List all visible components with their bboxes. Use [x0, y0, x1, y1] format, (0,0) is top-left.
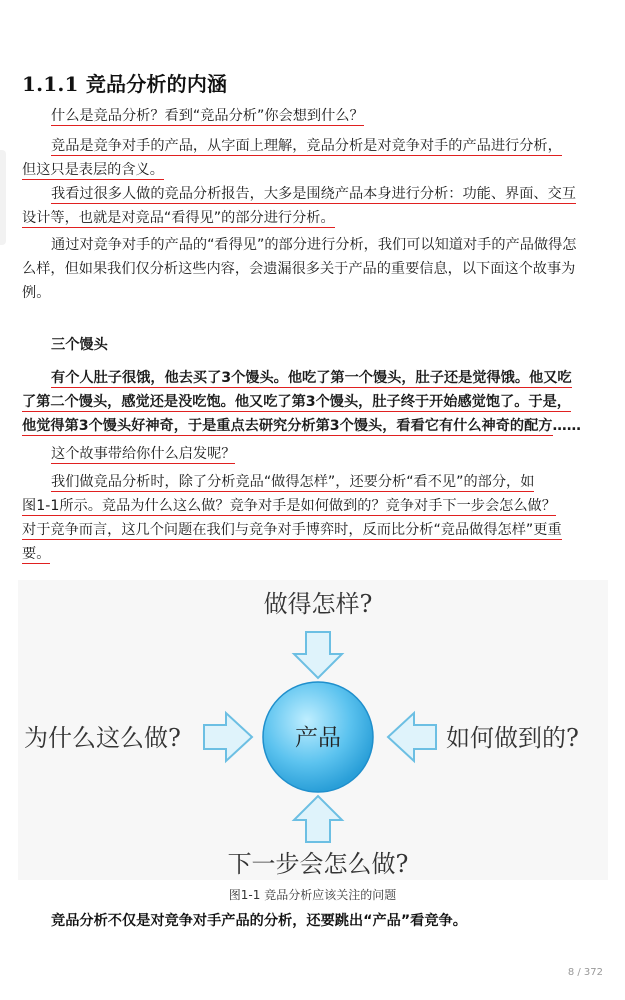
paragraph-visible-analysis	[22, 233, 606, 305]
side-panel-tab[interactable]	[0, 150, 6, 245]
story-line-2: 了第二个馒头，感觉还是没吃饱。他又吃了第3个馒头，肚子终于开始感觉饱了。于是，	[22, 394, 571, 410]
definition-line-1: 竞品是竞争对手的产品，从字面上理解，竞品分析是对竞争对手的产品进行分析，	[51, 138, 562, 154]
left-label: 为什么这么做?	[24, 724, 181, 752]
invisible-line-3: 对于竞争而言，这几个问题在我们与竞争对手博弈时，反而比分析“竞品做得怎样”更重	[22, 522, 562, 538]
story-ellipsis: ……	[552, 418, 581, 434]
invisible-line-2: 图1-1所示。竞品为什么这么做？竞争对手是如何做到的？竞争对手下一步会怎么做？	[22, 498, 556, 514]
paragraph-invisible-analysis	[22, 470, 606, 566]
visible-line-3: 例。	[22, 285, 51, 301]
question-text: 什么是竞品分析？看到“竞品分析”你会想到什么？	[51, 108, 364, 124]
bottom-label: 下一步会怎么做?	[227, 850, 409, 878]
top-label: 做得怎样?	[263, 590, 373, 618]
center-label: 产品	[295, 725, 341, 751]
invisible-line-4: 要。	[22, 546, 51, 562]
paragraph-story	[22, 366, 606, 438]
figure-caption: 图1-1 竞品分析应该关注的问题	[228, 888, 397, 902]
reports-line-2: 设计等，也就是对竞品“看得见”的部分进行分析。	[22, 210, 335, 226]
story-title-block	[22, 333, 606, 357]
paragraph-question	[22, 104, 606, 128]
figure-product-diagram	[18, 580, 608, 880]
definition-line-2: 但这只是表层的含义。	[22, 162, 164, 178]
paragraph-definition	[22, 134, 606, 182]
reports-line-1: 我看过很多人做的竞品分析报告，大多是围绕产品本身进行分析：功能、界面、交互	[51, 186, 576, 202]
paragraph-reports	[22, 182, 606, 230]
conclusion-text: 竞品分析不仅是对竞争对手产品的分析，还要跳出“产品”看竞争。	[51, 913, 467, 929]
page-number: 8 / 372	[567, 967, 603, 978]
inspiration-text: 这个故事带给你什么启发呢？	[51, 446, 236, 462]
section-heading: 1.1.1 竞品分析的内涵	[22, 72, 228, 96]
story-title: 三个馒头	[51, 337, 108, 353]
paragraph-inspiration	[22, 442, 606, 466]
right-label: 如何做到的?	[446, 724, 579, 752]
story-line-3: 他觉得第3个馒头好神奇，于是重点去研究分析第3个馒头，看看它有什么神奇的配方	[22, 418, 553, 434]
invisible-line-1: 我们做竞品分析时，除了分析竞品“做得怎样”，还要分析“看不见”的部分，如	[51, 474, 535, 490]
story-line-1: 有个人肚子很饿，他去买了3个馒头。他吃了第一个馒头，肚子还是觉得饿。他又吃	[51, 370, 572, 386]
visible-line-2: 么样，但如果我们仅分析这些内容，会遗漏很多关于产品的重要信息，以下面这个故事为	[22, 261, 576, 277]
visible-line-1: 通过对竞争对手的产品的“看得见”的部分进行分析，我们可以知道对手的产品做得怎	[51, 237, 577, 253]
